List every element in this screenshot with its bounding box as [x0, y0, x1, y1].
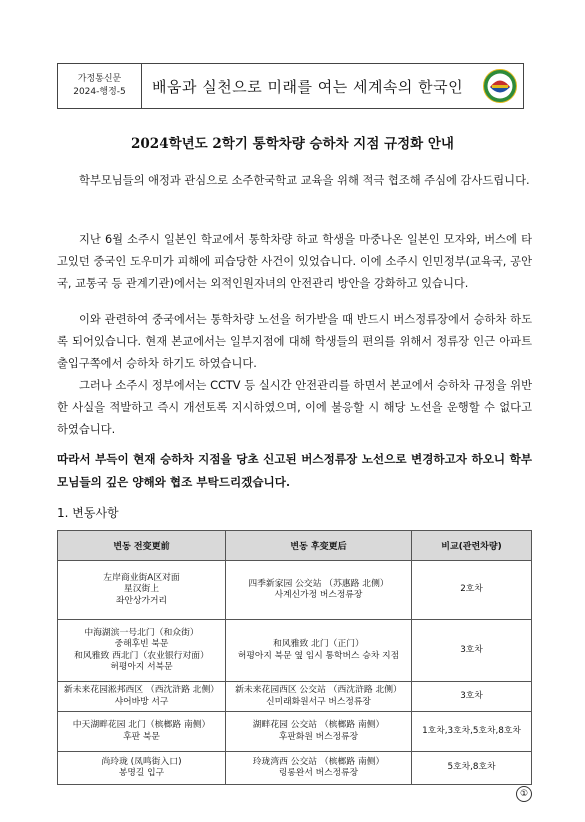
- table-row: [58, 752, 532, 785]
- document-header: [57, 63, 524, 109]
- school-slogan: 배움과 실천으로 미래를 여는 세계속의 한국인: [152, 77, 464, 96]
- after-cell: 和风雅致 北门（正门） 허평아지 북문 옆 임시 통학버스 승차 지점: [226, 620, 412, 682]
- before-cell: 左岸商业街A区对面 星汉街上 좌안상가거리: [58, 561, 226, 620]
- col-after-header: 변동 후变更后: [226, 531, 412, 561]
- before-cell: 新未来花园淞邦西区 （西沈浒路 北侧） 샤어바방 서구: [58, 682, 226, 712]
- document-title: 2024학년도 2학기 통학차량 승하차 지점 규정화 안내: [131, 136, 454, 152]
- table-header-row: [58, 531, 532, 561]
- notice-bold: 따라서 부득이 현재 승하차 지점을 당초 신고된 버스정류장 노선으로 변경하고자 하오니 학부모님들의 깊은 양해와 협조 부탁드리겠습니다.: [57, 452, 532, 489]
- after-cell: 四季新家园 公交站 （苏惠路 北侧） 사계신가정 버스정류장: [226, 561, 412, 620]
- after-cell: 玲珑湾西 公交站 （槟榔路 南侧） 링롱완서 버스정류장: [226, 752, 412, 785]
- school-logo-icon: [477, 64, 523, 108]
- doc-number: 2024-행정-5: [73, 87, 126, 97]
- paragraph-greeting: 학부모님들의 애정과 관심으로 소주한국학교 교육을 위해 적극 협조해 주심에 감사드립니다.: [79, 174, 530, 187]
- newsletter-label: 가정통신문: [77, 74, 122, 84]
- note-cell: 3호차: [412, 620, 532, 682]
- col-note-header: 비교(관련차량): [412, 531, 532, 561]
- after-cell: 湖畔花园 公交站 （槟榔路 南侧） 후판화원 버스정류장: [226, 712, 412, 752]
- page-number: ①: [516, 786, 532, 802]
- paragraph-enforcement: 그러나 소주시 정부에서는 CCTV 등 실시간 안전관리를 하면서 본교에서 승하차 규정을 위반한 사실을 적발하고 즉시 개선토록 지시하였으며, 이에 불응할 시 해당 노선을 운행할 수 없다고 하였습니다.: [57, 379, 532, 436]
- table-row: [58, 561, 532, 620]
- after-cell: 新未来花园西区 公交站 （西沈浒路 北侧） 신미래화원서구 버스정류장: [226, 682, 412, 712]
- before-cell: 中海湖滨一号北门（和众街） 중해후빈 북문 和风雅致 西北门（农业银行对面） 허평아지 서북문: [58, 620, 226, 682]
- col-before-header: 변동 전变更前: [58, 531, 226, 561]
- note-cell: 5호차,8호차: [412, 752, 532, 785]
- before-cell: 中天湖畔花园 北门（槟榔路 南侧） 후판 북문: [58, 712, 226, 752]
- paragraph-incident: 지난 6월 소주시 일본인 학교에서 통학차량 하교 학생을 마중나온 일본인 모자와, 버스에 타고있던 중국인 도우미가 피해에 피습당한 사건이 있었습니다. 이에 소주시 인민정부(교육국, 공안국, 교통국 등 관계기관)에서는 외적인원자녀의 안전관리 방안을 강화하고 있습니다.: [57, 233, 532, 290]
- table-row: [58, 620, 532, 682]
- changes-table: [57, 530, 532, 785]
- note-cell: 1호차,3호차,5호차,8호차: [412, 712, 532, 752]
- table-row: [58, 712, 532, 752]
- paragraph-regulation: 이와 관련하여 중국에서는 통학차량 노선을 허가받을 때 반드시 버스정류장에서 승하차 하도록 되어있습니다. 현재 본교에서는 일부지점에 대해 학생들의 편의를 위해서 정류장 인근 아파트 출입구쪽에서 승하차 하기도 하였습니다.: [57, 313, 532, 370]
- note-cell: 3호차: [412, 682, 532, 712]
- before-cell: 尚玲珑 (凤鸣街入口) 봉명길 입구: [58, 752, 226, 785]
- table-row: [58, 682, 532, 712]
- note-cell: 2호차: [412, 561, 532, 620]
- header-doc-info: [58, 64, 142, 108]
- section-heading: 1. 변동사항: [57, 506, 119, 520]
